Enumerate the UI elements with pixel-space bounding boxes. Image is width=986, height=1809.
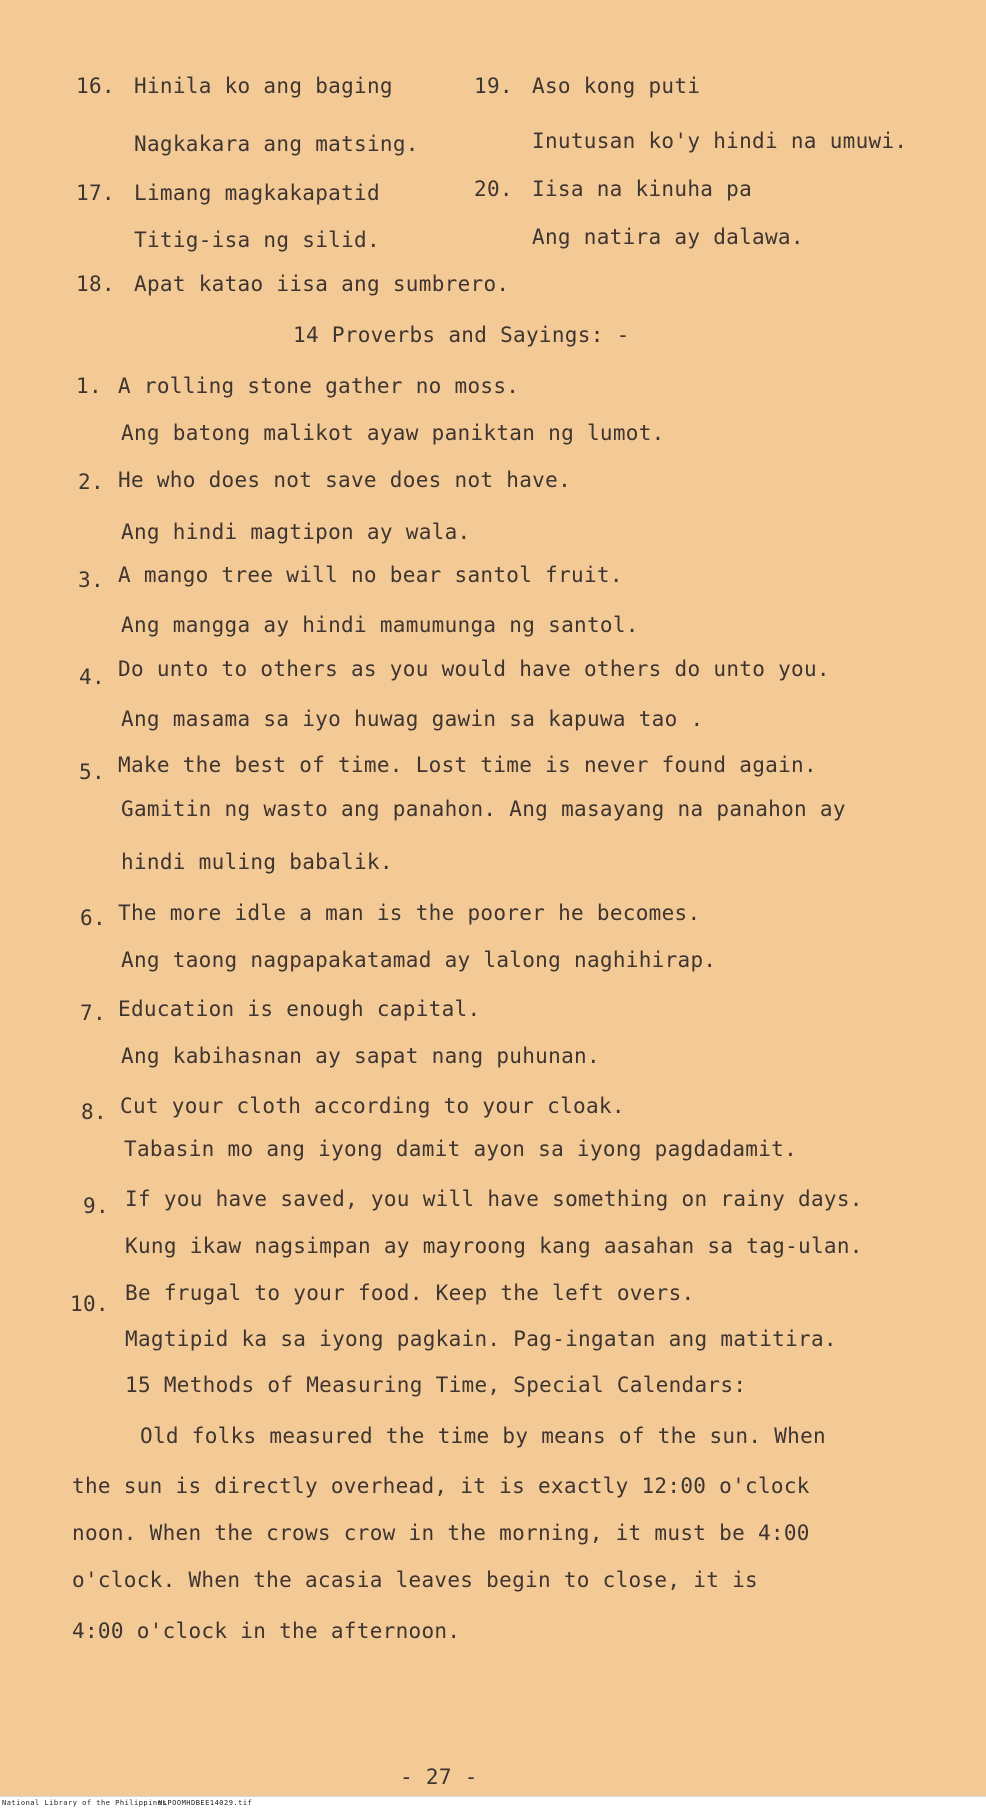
footer-library-label: National Library of the Philippines	[2, 1799, 168, 1807]
proverb-tagalog: Ang kabihasnan ay sapat nang puhunan.	[121, 1044, 600, 1068]
proverb-tagalog: Ang hindi magtipon ay wala.	[121, 520, 471, 544]
footer-bar	[0, 1796, 986, 1809]
riddle-17-line-1: Limang magkakapatid	[134, 181, 380, 205]
riddle-17-line-2: Titig-isa ng silid.	[134, 228, 380, 252]
proverb-number: 2.	[78, 470, 104, 494]
calendars-paragraph-line: Old folks measured the time by means of the sun. When	[140, 1424, 826, 1448]
riddle-17-number: 17.	[76, 181, 115, 205]
proverb-number: 3.	[78, 568, 104, 592]
proverb-english: If you have saved, you will have something on rainy days.	[125, 1187, 863, 1211]
proverb-english: A rolling stone gather no moss.	[118, 374, 520, 398]
proverb-number: 4.	[79, 665, 105, 689]
calendars-paragraph-line: 4:00 o'clock in the afternoon.	[72, 1619, 461, 1643]
proverb-tagalog: Gamitin ng wasto ang panahon. Ang masayang na panahon ay	[121, 797, 846, 821]
proverb-tagalog: Ang taong nagpapakatamad ay lalong naghihirap.	[121, 948, 717, 972]
proverb-english: A mango tree will no bear santol fruit.	[118, 563, 623, 587]
proverb-tagalog-continued: hindi muling babalik.	[121, 850, 393, 874]
proverb-number: 1.	[76, 374, 102, 398]
proverb-number: 6.	[80, 906, 106, 930]
proverb-english: He who does not save does not have.	[118, 468, 572, 492]
calendars-paragraph-line: the sun is directly overhead, it is exactly 12:00 o'clock	[72, 1474, 810, 1498]
riddle-18-number: 18.	[76, 272, 115, 296]
proverb-english: Do unto to others as you would have others do unto you.	[118, 657, 830, 681]
proverb-english: Make the best of time. Lost time is never found again.	[118, 753, 817, 777]
proverb-number: 8.	[81, 1100, 107, 1124]
riddle-19-line-2: Inutusan ko'y hindi na umuwi.	[532, 129, 908, 153]
footer-file-label: NLPOOMHDBEE14029.tif	[158, 1799, 253, 1807]
proverb-english: Be frugal to your food. Keep the left overs.	[125, 1281, 695, 1305]
proverb-tagalog: Magtipid ka sa iyong pagkain. Pag-ingatan ang matitira.	[125, 1327, 837, 1351]
calendars-heading: 15 Methods of Measuring Time, Special Calendars:	[125, 1373, 747, 1397]
proverb-english: The more idle a man is the poorer he becomes.	[118, 901, 701, 925]
proverbs-heading: 14 Proverbs and Sayings: -	[293, 323, 630, 347]
proverb-english: Cut your cloth according to your cloak.	[120, 1094, 625, 1118]
riddle-20-number: 20.	[474, 177, 513, 201]
riddle-19-line-1: Aso kong puti	[532, 74, 701, 98]
proverb-english: Education is enough capital.	[118, 997, 481, 1021]
riddle-20-line-1: Iisa na kinuha pa	[532, 177, 753, 201]
riddle-16-line-2: Nagkakara ang matsing.	[134, 132, 419, 156]
riddle-16-number: 16.	[76, 74, 115, 98]
proverb-number: 10.	[70, 1292, 109, 1316]
calendars-paragraph-line: noon. When the crows crow in the morning, it must be 4:00	[72, 1521, 810, 1545]
calendars-paragraph-line: o'clock. When the acasia leaves begin to close, it is	[72, 1568, 758, 1592]
proverb-tagalog: Ang batong malikot ayaw paniktan ng lumot.	[121, 421, 665, 445]
proverb-number: 9.	[83, 1194, 109, 1218]
riddle-20-line-2: Ang natira ay dalawa.	[532, 225, 804, 249]
page-number: - 27 -	[400, 1765, 478, 1789]
proverb-tagalog: Tabasin mo ang iyong damit ayon sa iyong pagdadamit.	[124, 1137, 798, 1161]
proverb-number: 7.	[80, 1001, 106, 1025]
proverb-tagalog: Ang mangga ay hindi mamumunga ng santol.	[121, 613, 639, 637]
proverb-tagalog: Ang masama sa iyo huwag gawin sa kapuwa tao .	[121, 707, 704, 731]
proverb-number: 5.	[79, 760, 105, 784]
riddle-19-number: 19.	[474, 74, 513, 98]
riddle-18-line-1: Apat katao iisa ang sumbrero.	[134, 272, 510, 296]
riddle-16-line-1: Hinila ko ang baging	[134, 74, 393, 98]
proverb-tagalog: Kung ikaw nagsimpan ay mayroong kang aasahan sa tag-ulan.	[125, 1234, 863, 1258]
